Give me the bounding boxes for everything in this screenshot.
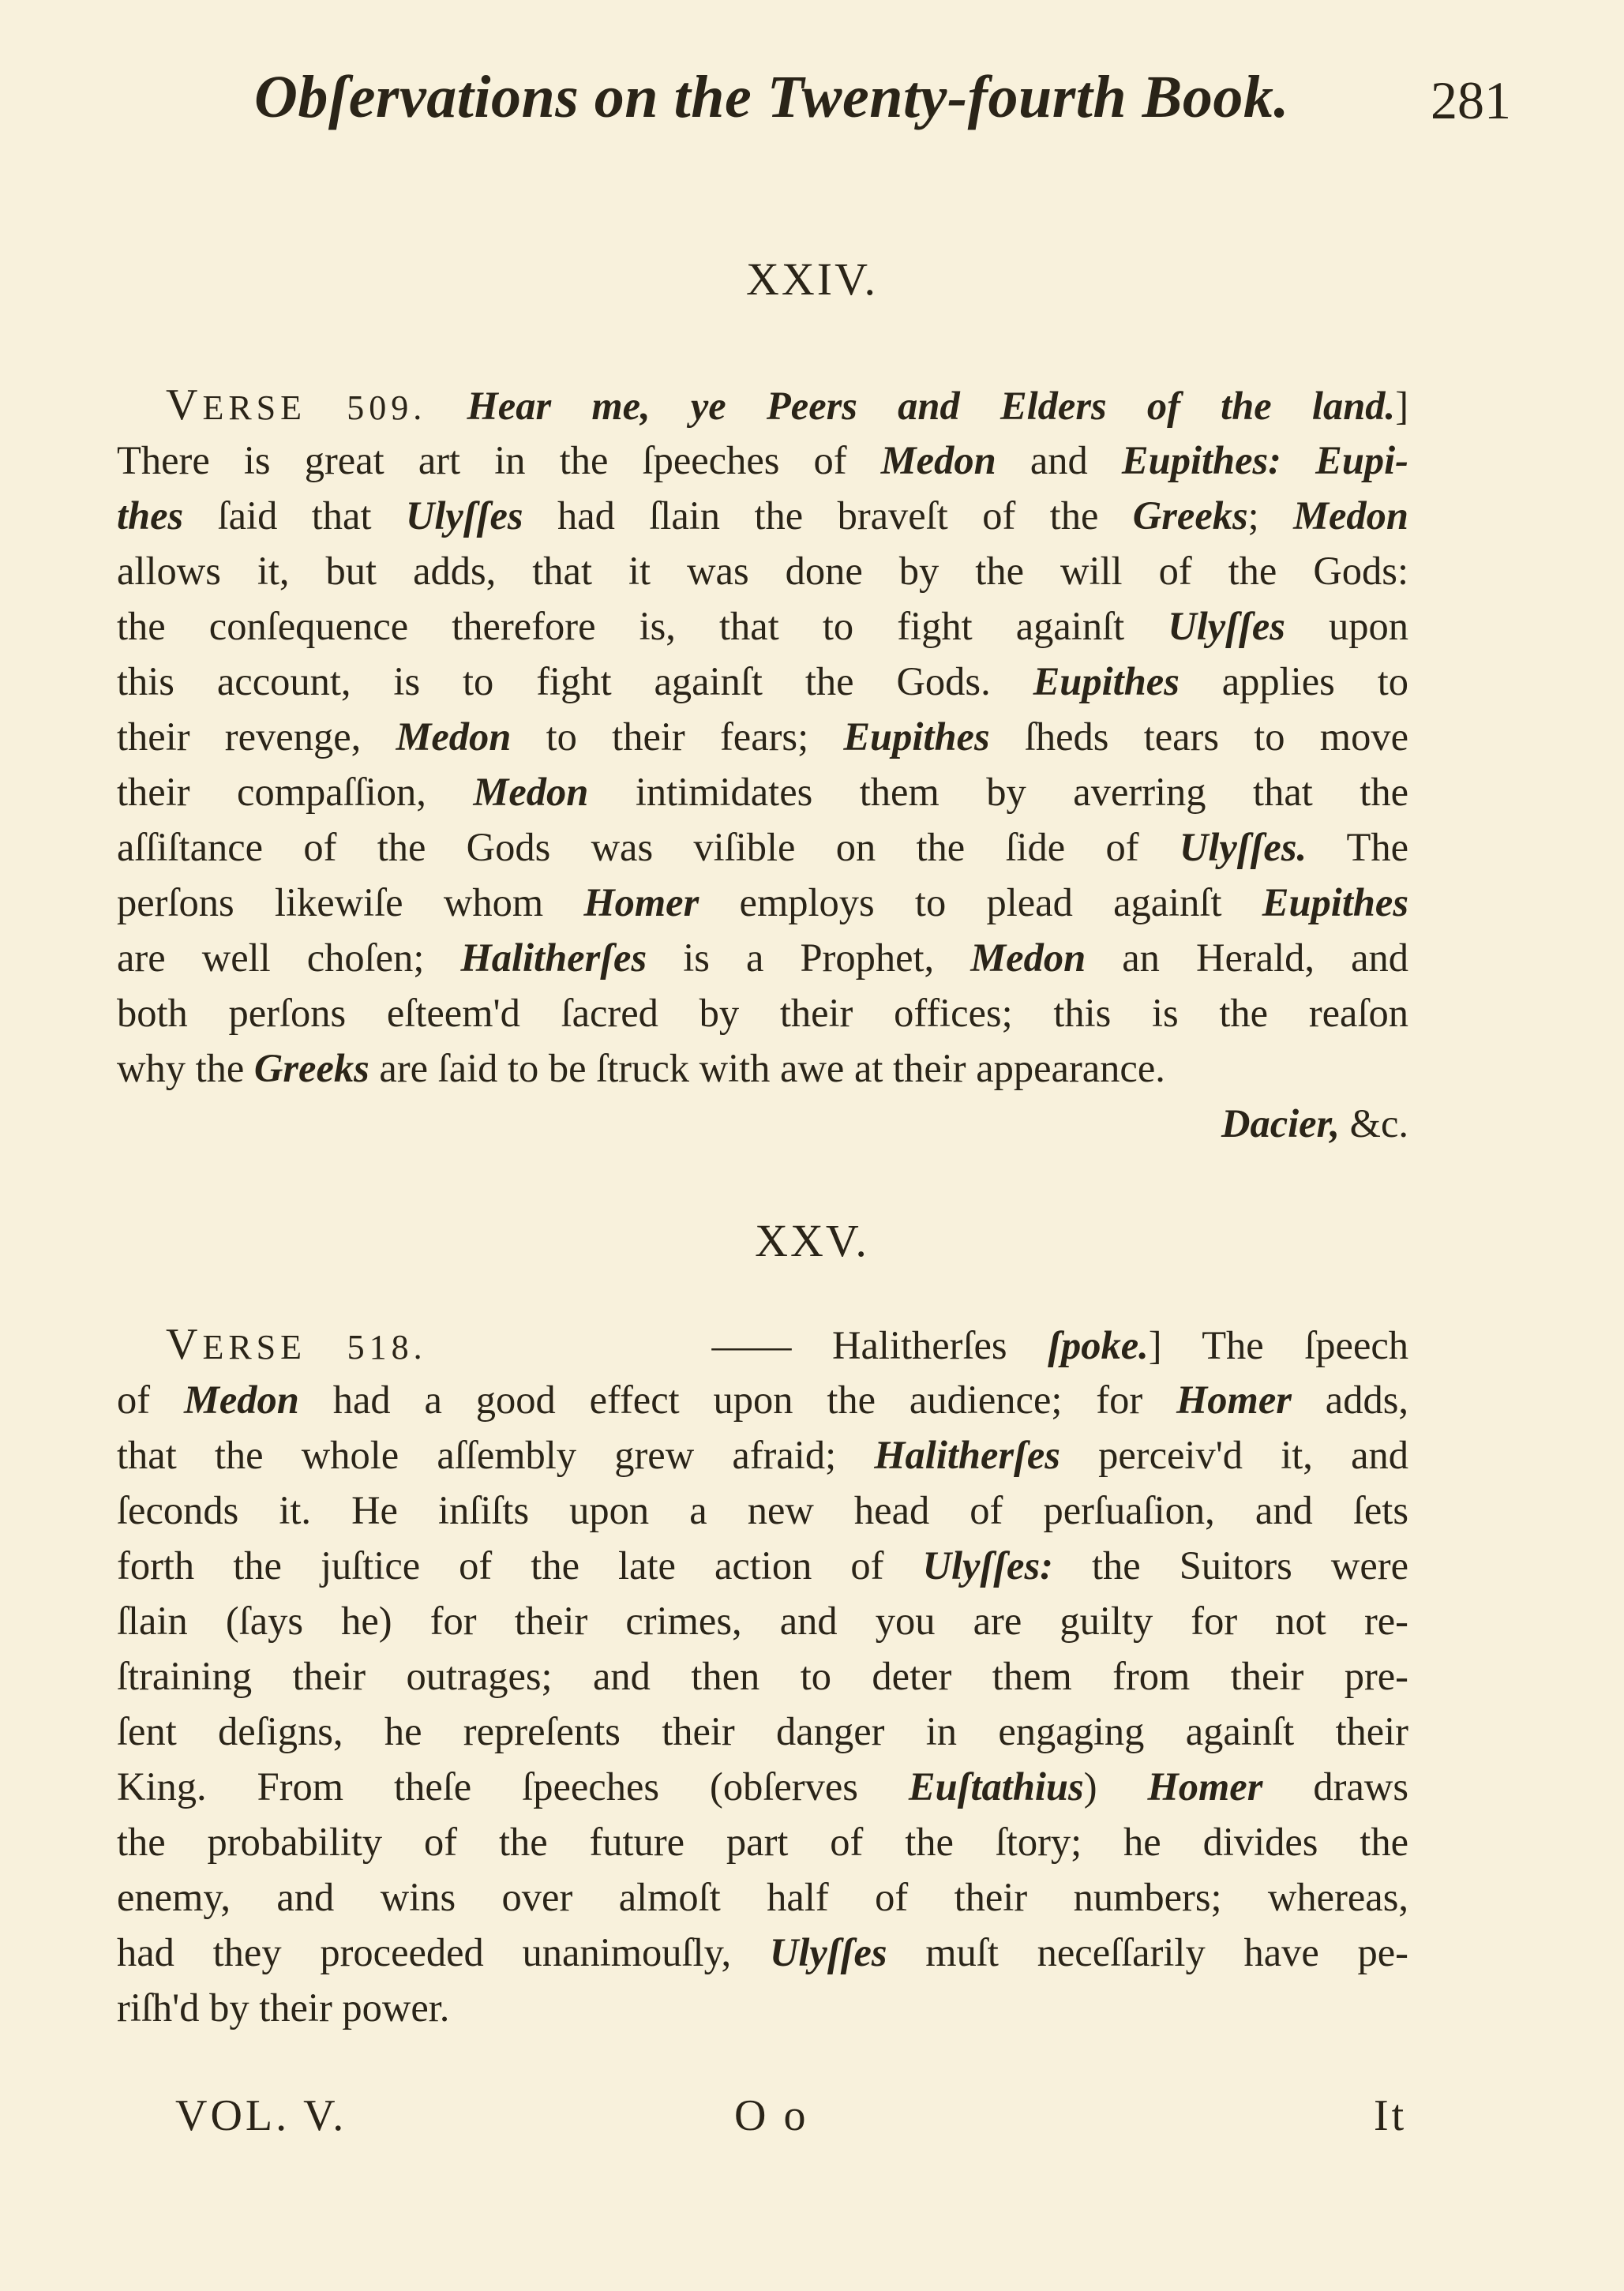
verse-number: 518. <box>347 1328 427 1367</box>
verse-label: VERSE <box>166 1320 307 1369</box>
text-line: ſent deſigns, he repreſents their danger in engaging againſt their <box>117 1709 1408 1753</box>
note-25 <box>117 1317 1408 2035</box>
text-line: both perſons eſteem'd ſacred by their offices; this is the reaſon <box>117 991 1408 1035</box>
verse-dash: —— <box>711 1323 792 1367</box>
verse-line-24: VERSE 509. Hear me, ye Peers and Elders of the land.] <box>166 381 1409 429</box>
text-line: their revenge, Medon to their fears; Eupithes ſheds tears to move <box>117 714 1408 759</box>
text-line: the conſequence therefore is, that to fight againſt Ulyſſes upon <box>117 604 1408 648</box>
text-line: of Medon had a good effect upon the audience; for Homer adds, <box>117 1378 1408 1422</box>
text-line: thes ſaid that Ulyſſes had ſlain the braveſt of the Greeks; Medon <box>117 493 1409 538</box>
text-line: forth the juſtice of the late action of Ulyſſes: the Suitors were <box>117 1543 1408 1588</box>
text-line: King. From theſe ſpeeches (obſerves Euſtathius) Homer draws <box>117 1764 1408 1809</box>
text-line: ſtraining their outrages; and then to deter them from their pre- <box>117 1654 1408 1698</box>
attribution: Dacier, &c. <box>1221 1101 1408 1146</box>
note-24 <box>117 377 1408 1151</box>
page-title: Obſervations on the Twenty-fourth Book. <box>254 64 1289 130</box>
verse-number: 509. <box>347 388 427 427</box>
section-heading-24: XXIV. <box>746 253 878 305</box>
text-line: this account, is to fight againſt the Gods. Eupithes applies to <box>117 659 1408 703</box>
text-line: had they proceeded unanimouſly, Ulyſſes muſt neceſſarily have pe- <box>117 1930 1408 1974</box>
verse-label: VERSE <box>166 381 307 429</box>
verse-quote: Hear me, ye Peers and Elders of the land. <box>467 384 1396 428</box>
text-line: ſlain (ſays he) for their crimes, and you are guilty for not re- <box>117 1599 1408 1643</box>
text-line: allows it, but adds, that it was done by the will of the Gods: <box>117 549 1408 593</box>
text-line: enemy, and wins over almoſt half of their numbers; whereas, <box>117 1875 1408 1919</box>
text-line: There is great art in the ſpeeches of Medon and Eupithes: Eupi- <box>117 438 1408 482</box>
catchword: It <box>1374 2091 1408 2140</box>
verse-line-25: VERSE 518. —— Halitherſes ſpoke.] The ſpeech <box>166 1320 1409 1369</box>
text-line: perſons likewiſe whom Homer employs to plead againſt Eupithes <box>117 880 1408 924</box>
text-line: ſeconds it. He inſiſts upon a new head of perſuaſion, and ſets <box>117 1488 1408 1532</box>
page-number: 281 <box>1431 70 1511 130</box>
text-line: riſh'd by their power. <box>117 1985 450 2030</box>
signature-mark: O o <box>734 2091 809 2140</box>
volume-label: VOL. V. <box>175 2091 347 2140</box>
text-line: are well choſen; Halitherſes is a Prophet, Medon an Herald, and <box>117 936 1408 980</box>
note-body-24 <box>117 433 1408 1096</box>
text-line: aſſiſtance of the Gods was viſible on the ſide of Ulyſſes. The <box>117 825 1408 869</box>
text-line: why the Greeks are ſaid to be ſtruck with awe at their appearance. <box>117 1046 1165 1090</box>
section-heading-25: XXV. <box>755 1215 869 1266</box>
note-body-25 <box>117 1372 1408 2035</box>
text-line: that the whole aſſembly grew afraid; Halitherſes perceiv'd it, and <box>117 1433 1408 1477</box>
text-line: their compaſſion, Medon intimidates them by averring that the <box>117 770 1408 814</box>
text-line: the probability of the future part of the ſtory; he divides the <box>117 1820 1408 1864</box>
